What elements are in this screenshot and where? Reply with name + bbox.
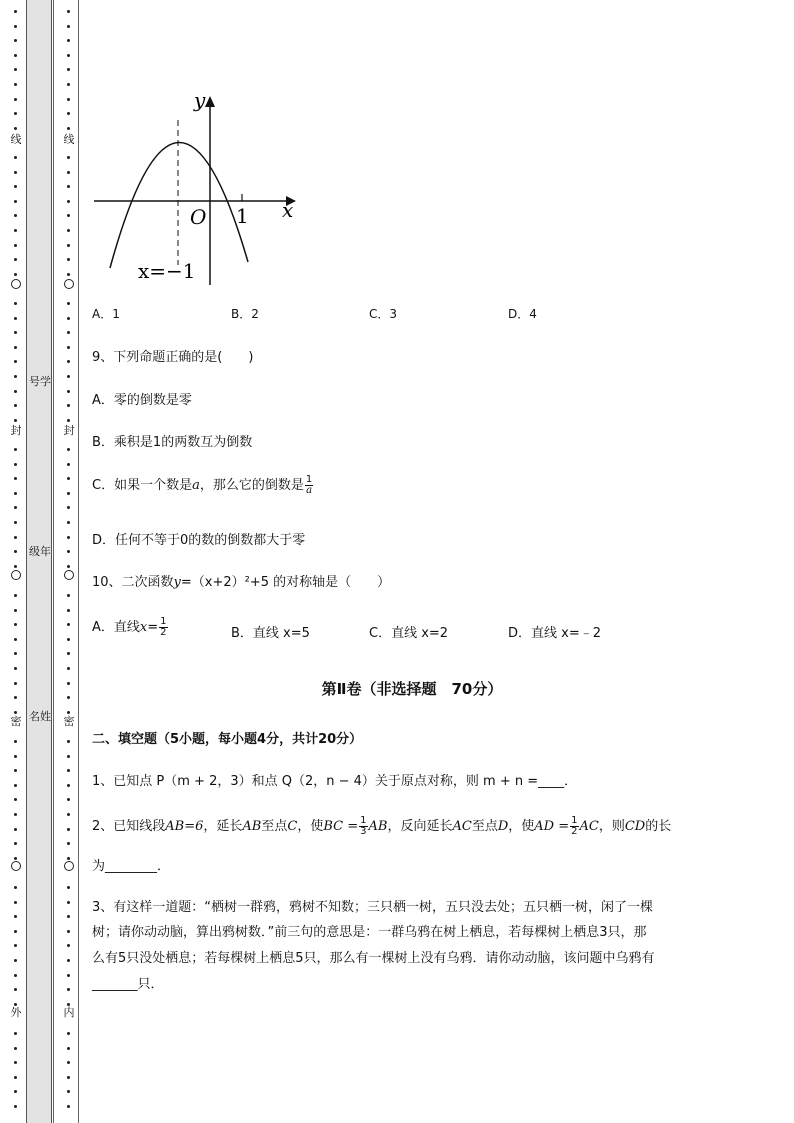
binding-dot [14, 10, 17, 13]
binding-dot [67, 798, 70, 801]
binding-dot [14, 901, 17, 904]
q8-option-a[interactable]: A．1 [92, 307, 120, 321]
binding-dot [14, 463, 17, 466]
q2-text-h: ，则 [598, 819, 625, 834]
q9-c-fraction [305, 475, 313, 496]
binding-dot [14, 25, 17, 28]
q10-stem-prefix: 10、二次函数 [92, 575, 174, 590]
binding-dot [14, 769, 17, 772]
fill-question-2-line1 [92, 815, 671, 837]
binding-dot [14, 68, 17, 71]
binding-dot [14, 623, 17, 626]
binding-dot [67, 536, 70, 539]
binding-dot [14, 317, 17, 320]
q10-a-prefix: A．直线 [92, 620, 140, 635]
binding-dot [67, 68, 70, 71]
q2-bc-eq: BC = [323, 819, 359, 834]
binding-dot [14, 711, 17, 714]
binding-dot [67, 156, 70, 159]
binding-dot [67, 988, 70, 991]
q2-cd: CD [624, 819, 646, 834]
q9-option-c[interactable] [92, 474, 314, 496]
binding-line-outer [53, 0, 54, 1123]
binding-dot [67, 901, 70, 904]
binding-dot [67, 638, 70, 641]
outer-mark-label: 外 [10, 1006, 22, 1019]
binding-dot [67, 317, 70, 320]
q2-ac: AC [452, 819, 472, 834]
q9-c-mid: ，那么它的倒数是 [199, 478, 304, 493]
inner-circle-mark [60, 570, 78, 580]
binding-dot [14, 638, 17, 641]
binding-dot [67, 229, 70, 232]
binding-dot [67, 214, 70, 217]
binding-line-inner [78, 0, 79, 1123]
binding-dot [14, 842, 17, 845]
binding-dot [14, 127, 17, 130]
binding-dot [14, 813, 17, 816]
binding-dot [67, 550, 70, 553]
q2-text-c: 至点 [261, 819, 288, 834]
fill-question-2-line2: 为________． [92, 859, 171, 874]
part-two-title: 第Ⅱ卷（非选择题 70分） [321, 680, 503, 698]
q2-fraction-one-third [359, 816, 367, 837]
binding-dot [14, 915, 17, 918]
frac-denominator: a [306, 485, 313, 496]
binding-dot [67, 623, 70, 626]
q2-text-d: ，使 [297, 819, 324, 834]
binding-dot [14, 258, 17, 261]
binding-dot [67, 784, 70, 787]
circle-icon [64, 279, 74, 289]
fill-question-3-line4: _______只． [92, 977, 164, 992]
inner-mark-label: 封 [63, 424, 75, 437]
q9-c-prefix: C．如果一个数是 [92, 478, 193, 493]
binding-dot [67, 331, 70, 334]
binding-dot [67, 711, 70, 714]
symmetry-axis-label: x=−1 [138, 259, 196, 283]
q10-a-fraction [159, 617, 167, 638]
binding-dot [67, 506, 70, 509]
binding-dot [67, 346, 70, 349]
binding-dot [14, 419, 17, 422]
binding-dot [67, 813, 70, 816]
q10-option-a[interactable] [92, 616, 169, 638]
binding-dot [14, 39, 17, 42]
binding-dot [67, 258, 70, 261]
q2-ab-2: AB [368, 819, 388, 834]
binding-dot [67, 1105, 70, 1108]
q10-option-b[interactable]: B．直线 x=5 [231, 626, 310, 641]
binding-dot [14, 930, 17, 933]
binding-dot [67, 1047, 70, 1050]
tick-label-one: 1 [236, 204, 249, 228]
binding-dot [14, 536, 17, 539]
binding-dot [67, 273, 70, 276]
binding-dot [67, 521, 70, 524]
binding-dot [14, 550, 17, 553]
binding-dot [14, 652, 17, 655]
binding-dot [14, 200, 17, 203]
q2-ac-2: AC [579, 819, 599, 834]
binding-dot [14, 98, 17, 101]
binding-dot [14, 448, 17, 451]
outer-mark-label: 密 [10, 715, 22, 728]
q2-point-d: D [497, 819, 509, 834]
frac-numerator: 1 [160, 616, 167, 627]
binding-dot [67, 171, 70, 174]
outer-mark-label: 封 [10, 424, 22, 437]
binding-dot [14, 375, 17, 378]
binding-strip [26, 0, 52, 1123]
binding-dot [14, 83, 17, 86]
binding-dot [14, 54, 17, 57]
x-axis-label: x [282, 198, 294, 222]
circle-icon [11, 861, 21, 871]
binding-dot [67, 302, 70, 305]
frac-denominator: 2 [160, 627, 167, 638]
binding-dot [14, 185, 17, 188]
q2-ab: AB [242, 819, 262, 834]
binding-dot [14, 974, 17, 977]
binding-dot [14, 404, 17, 407]
inner-mark-label: 内 [63, 1006, 75, 1019]
q2-fraction-one-half [570, 816, 578, 837]
binding-dot [14, 594, 17, 597]
binding-dot [67, 828, 70, 831]
parabola-graph [92, 90, 312, 290]
circle-icon [64, 570, 74, 580]
q10-stem-rest: =（x+2）²+5 的对称轴是（ ） [180, 575, 391, 590]
q2-text-f: 至点 [471, 819, 498, 834]
binding-dot [14, 302, 17, 305]
inner-mark-label: 线 [63, 133, 75, 146]
binding-dot [67, 390, 70, 393]
binding-dot [14, 360, 17, 363]
binding-dot [14, 1061, 17, 1064]
grade-label: 级年 [29, 545, 51, 558]
q9-option-a[interactable]: A．零的倒数是零 [92, 393, 192, 408]
binding-dot [14, 828, 17, 831]
outer-circle-mark [7, 861, 25, 871]
fill-section-heading: 二、填空题（5小题，每小题4分，共计20分） [92, 732, 363, 747]
binding-dot [14, 1032, 17, 1035]
binding-dot [14, 959, 17, 962]
binding-dot [67, 857, 70, 860]
binding-dot [67, 477, 70, 480]
binding-dot [67, 682, 70, 685]
fill-question-3-line3: 么有5只没处栖息；若每棵树上栖息5只，那么有一棵树上没有乌鸦．请你动动脑，该问题中乌鸦有 [92, 951, 655, 966]
binding-dot [67, 1061, 70, 1064]
binding-dot [14, 755, 17, 758]
inner-circle-mark [60, 861, 78, 871]
q9-c-var: a [192, 478, 200, 493]
q10-option-d[interactable]: D．直线 x=﹣2 [508, 626, 601, 641]
q9-option-d[interactable]: D．任何不等于0的数的倒数都大于零 [92, 533, 306, 548]
q8-option-c[interactable]: C．3 [369, 307, 398, 321]
q2-text-b: ，延长 [203, 819, 243, 834]
binding-dot [14, 1076, 17, 1079]
binding-dot [67, 54, 70, 57]
q8-option-d[interactable]: D．4 [508, 307, 537, 321]
q2-text-e: ，反向延长 [387, 819, 453, 834]
fill-question-3-line1: 3、有这样一道题：“栖树一群鸦，鸦树不知数；三只栖一树，五只没去处；五只栖一树，闲了一棵 [92, 900, 654, 915]
binding-dots-outer [7, 0, 25, 1123]
binding-dot [14, 1105, 17, 1108]
frac-denominator: 2 [571, 826, 578, 837]
binding-dot [14, 1047, 17, 1050]
frac-numerator: 1 [305, 474, 313, 485]
binding-dot [14, 740, 17, 743]
binding-dot [67, 185, 70, 188]
binding-dot [67, 404, 70, 407]
q9-option-b[interactable]: B．乘积是1的两数互为倒数 [92, 435, 253, 450]
binding-dot [67, 652, 70, 655]
binding-dot [14, 609, 17, 612]
binding-dot [67, 112, 70, 115]
binding-dot [14, 112, 17, 115]
binding-dot [67, 769, 70, 772]
binding-dot [67, 974, 70, 977]
q8-option-b[interactable]: B．2 [231, 307, 259, 321]
binding-dot [14, 273, 17, 276]
binding-dot [14, 229, 17, 232]
binding-dot [67, 492, 70, 495]
name-label: 名姓 [29, 710, 51, 723]
frac-denominator: 3 [360, 826, 367, 837]
binding-dot [14, 944, 17, 947]
q2-ad-eq: AD = [534, 819, 570, 834]
origin-label: O [190, 205, 207, 229]
binding-dot [14, 346, 17, 349]
binding-dot [14, 1090, 17, 1093]
q2-text-g: ，使 [508, 819, 535, 834]
binding-dot [67, 200, 70, 203]
binding-dot [67, 609, 70, 612]
binding-dot [67, 360, 70, 363]
binding-dot [67, 39, 70, 42]
binding-dot [67, 696, 70, 699]
frac-numerator: 1 [571, 815, 578, 826]
binding-dot [67, 1003, 70, 1006]
outer-circle-mark [7, 279, 25, 289]
q10-option-c[interactable]: C．直线 x=2 [369, 626, 449, 641]
binding-dot [67, 930, 70, 933]
binding-dot [67, 244, 70, 247]
binding-dot [67, 1076, 70, 1079]
binding-dot [67, 1090, 70, 1093]
binding-dot [67, 127, 70, 130]
binding-dot [14, 696, 17, 699]
binding-dot [67, 886, 70, 889]
fill-question-3-line2: 树；请你动动脑，算出鸦树数．”前三句的意思是：一群乌鸦在树上栖息，若每棵树上栖息3只，那 [92, 925, 647, 940]
binding-dot [14, 492, 17, 495]
binding-dot [67, 915, 70, 918]
binding-dot [14, 667, 17, 670]
q2-text-a: 2、已知线段 [92, 819, 166, 834]
circle-icon [11, 570, 21, 580]
binding-dot [14, 331, 17, 334]
binding-dot [67, 842, 70, 845]
binding-dot [14, 244, 17, 247]
binding-dot [67, 419, 70, 422]
outer-mark-label: 线 [10, 133, 22, 146]
circle-icon [11, 279, 21, 289]
binding-dots-inner [60, 0, 78, 1123]
binding-dot [14, 798, 17, 801]
q10-a-var: x [139, 620, 148, 635]
binding-dot [14, 988, 17, 991]
binding-dot [67, 10, 70, 13]
binding-dot [14, 156, 17, 159]
q2-text-i: 的长 [645, 819, 672, 834]
binding-dot [14, 477, 17, 480]
binding-dot [67, 1032, 70, 1035]
binding-dot [14, 214, 17, 217]
binding-dot [67, 565, 70, 568]
inner-circle-mark [60, 279, 78, 289]
binding-dot [67, 944, 70, 947]
q10-stem-var: y [173, 575, 181, 590]
binding-dot [67, 25, 70, 28]
binding-dot [14, 784, 17, 787]
binding-dot [14, 171, 17, 174]
binding-dot [67, 375, 70, 378]
outer-circle-mark [7, 570, 25, 580]
circle-icon [64, 861, 74, 871]
binding-dot [67, 667, 70, 670]
q10-stem [92, 571, 390, 590]
inner-mark-label: 密 [63, 715, 75, 728]
binding-dot [67, 755, 70, 758]
binding-dot [14, 506, 17, 509]
binding-dot [14, 521, 17, 524]
frac-numerator: 1 [360, 815, 367, 826]
binding-dot [67, 594, 70, 597]
binding-dot [67, 98, 70, 101]
binding-dot [67, 740, 70, 743]
q2-point-c: C [287, 819, 298, 834]
q10-a-eq: = [147, 620, 159, 635]
binding-dot [14, 886, 17, 889]
y-axis-label: y [194, 90, 206, 112]
q2-ab-eq: AB=6 [165, 819, 204, 834]
binding-dot [67, 83, 70, 86]
binding-dot [14, 565, 17, 568]
binding-dot [14, 390, 17, 393]
fill-question-1: 1、已知点 P（m + 2，3）和点 Q（2，n − 4）关于原点对称，则 m + n =____． [92, 774, 578, 789]
binding-dot [67, 463, 70, 466]
binding-dot [14, 857, 17, 860]
binding-dot [67, 959, 70, 962]
binding-dot [14, 1003, 17, 1006]
student-number-label: 号学 [29, 375, 51, 388]
binding-dot [14, 682, 17, 685]
binding-dot [67, 448, 70, 451]
q9-stem: 9、下列命题正确的是( ) [92, 350, 254, 365]
